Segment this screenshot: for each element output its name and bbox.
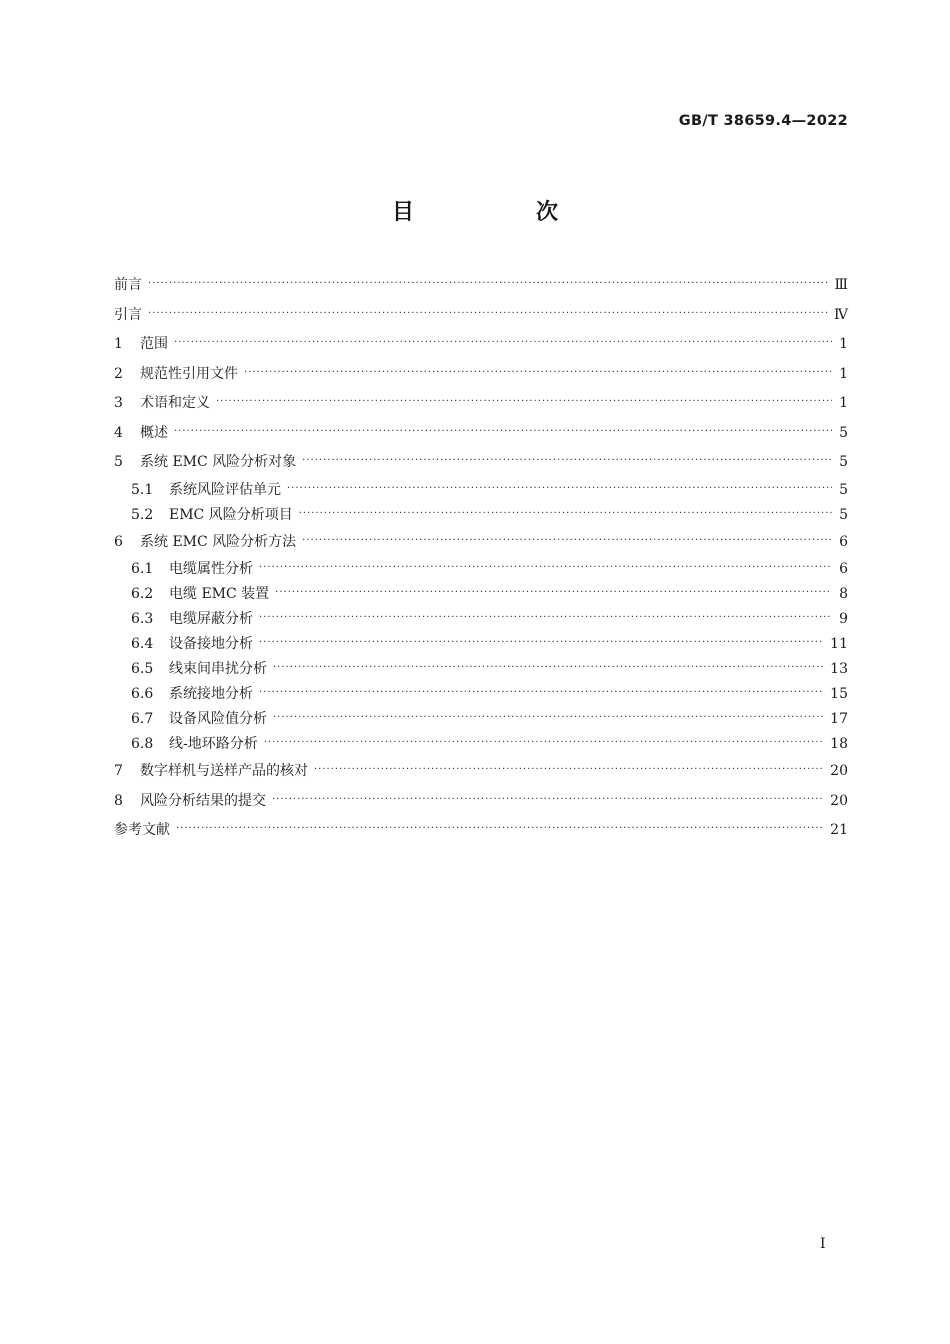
toc-entry[interactable] [114,707,848,732]
toc-leader-dots [273,705,824,730]
toc-entry-page: 1 [839,395,848,411]
toc-entry-label: 线-地环路分析 [169,736,258,752]
toc-entry-label: 电缆 EMC 装置 [169,586,270,602]
toc-entry[interactable] [114,301,848,331]
toc-entry[interactable] [114,582,848,607]
toc-entry-page: 1 [839,365,848,382]
toc-entry[interactable] [114,607,848,632]
toc-entry[interactable] [114,528,848,558]
toc-entry-label: 系统风险评估单元 [169,481,281,498]
toc-entry-number: 2 [114,365,123,382]
toc-entry-page: Ⅲ [834,277,848,293]
toc-entry-label: 系统接地分析 [169,686,253,702]
toc-leader-dots [174,417,832,446]
toc-entry-number: 3 [114,395,123,411]
toc-entry[interactable] [114,816,848,846]
toc-entry-page: Ⅳ [834,306,848,323]
toc-leader-dots [302,526,832,555]
toc-entry-number: 6.7 [131,711,154,727]
toc-entry-number: 7 [114,763,123,779]
toc-entry-page: 5 [839,481,848,498]
toc-entry[interactable] [114,503,848,528]
toc-entry-label: 设备风险值分析 [169,711,267,727]
toc-entry[interactable] [114,632,848,657]
toc-entry-number: 6.1 [131,561,154,577]
toc-entry-label: 引言 [114,306,142,323]
toc-entry[interactable] [114,732,848,757]
toc-leader-dots [176,814,824,843]
toc-entry-number: 5.1 [131,481,154,498]
toc-entry-number: 6.3 [131,611,154,627]
toc-entry-page: 20 [830,792,848,809]
toc-entry[interactable] [114,389,848,419]
toc-leader-dots [244,358,832,387]
toc-entry-number: 6 [114,533,123,550]
toc-entry-label: 系统 EMC 风险分析对象 [140,454,297,470]
toc-entry-label: 范围 [140,336,168,352]
toc-entry[interactable] [114,757,848,787]
toc-entry[interactable] [114,360,848,390]
toc-entry-page: 6 [839,533,848,550]
toc-entry-label: 规范性引用文件 [140,365,238,382]
toc-leader-dots [264,730,824,755]
toc-leader-dots [174,328,832,357]
toc-entry-page: 5 [839,506,848,523]
toc-entry-label: 线束间串扰分析 [169,661,267,677]
toc-entry-page: 18 [830,736,848,752]
toc-entry-label: EMC 风险分析项目 [169,506,293,523]
toc-entry-number: 6.2 [131,586,154,602]
toc-entry-label: 数字样机与送样产品的核对 [140,763,308,779]
toc-entry-label: 术语和定义 [140,395,210,411]
toc-entry-page: 17 [830,711,848,727]
toc-entry-label: 设备接地分析 [169,636,253,652]
toc-entry-page: 15 [830,686,848,702]
toc-entry-label: 参考文献 [114,822,170,838]
toc-leader-dots [259,555,832,580]
toc-entry-page: 11 [830,636,848,652]
toc-leader-dots [287,476,832,501]
toc-leader-dots [272,785,824,814]
toc-entry-page: 13 [830,661,848,677]
toc-leader-dots [302,446,832,475]
toc-entry-number: 8 [114,792,123,809]
standard-code: GB/T 38659.4—2022 [678,113,848,129]
toc-leader-dots [299,501,832,526]
toc-entry-number: 6.8 [131,736,154,752]
toc-entry-label: 概述 [140,424,168,441]
toc-entry-page: 9 [839,611,848,627]
toc-leader-dots [259,630,824,655]
toc-entry-page: 1 [839,336,848,352]
toc-entry-page: 20 [830,763,848,779]
toc-entry[interactable] [114,682,848,707]
toc-entry-label: 电缆属性分析 [169,561,253,577]
toc-entry-label: 电缆屏蔽分析 [169,611,253,627]
toc-entry[interactable] [114,657,848,682]
toc-entry-label: 风险分析结果的提交 [140,792,266,809]
toc-leader-dots [273,655,824,680]
toc-entry-number: 4 [114,424,123,441]
toc-leader-dots [216,387,832,416]
page-title: 目 次 [391,200,608,225]
toc-entry-number: 6.6 [131,686,154,702]
toc-entry[interactable] [114,448,848,478]
toc-leader-dots [275,580,832,605]
toc-entry[interactable] [114,557,848,582]
toc-entry[interactable] [114,419,848,449]
toc-entry-number: 5.2 [131,506,154,523]
table-of-contents [114,271,848,846]
toc-leader-dots [148,299,828,328]
toc-entry-page: 5 [839,454,848,470]
toc-entry[interactable] [114,271,848,301]
toc-leader-dots [148,269,828,298]
toc-entry-number: 1 [114,336,123,352]
toc-entry-page: 6 [839,561,848,577]
toc-entry-number: 6.4 [131,636,154,652]
toc-entry-label: 系统 EMC 风险分析方法 [140,533,297,550]
toc-entry-page: 5 [839,424,848,441]
toc-entry-number: 5 [114,454,123,470]
toc-entry[interactable] [114,478,848,503]
toc-leader-dots [259,680,824,705]
toc-leader-dots [259,605,832,630]
toc-entry-number: 6.5 [131,661,154,677]
toc-entry-page: 8 [839,586,848,602]
toc-entry[interactable] [114,787,848,817]
toc-entry-page: 21 [830,822,848,838]
toc-entry-label: 前言 [114,277,142,293]
toc-entry[interactable] [114,330,848,360]
toc-leader-dots [314,755,824,784]
page-number: Ⅰ [820,1236,826,1252]
